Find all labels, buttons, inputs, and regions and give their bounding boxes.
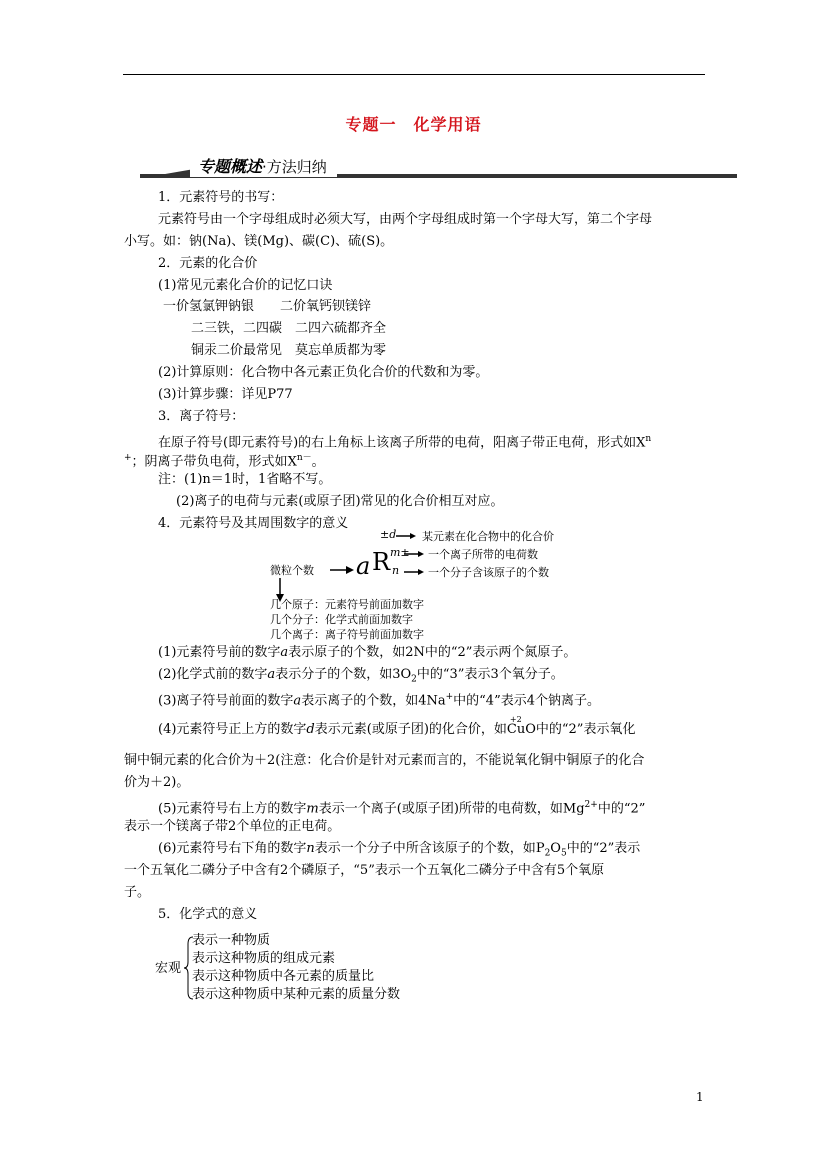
- s4-p6-b: 表示一个分子中所含该原子的个数，如: [314, 841, 536, 856]
- s4-p4-a: (4)元素符号正上方的数字: [158, 722, 307, 737]
- s4-p1-var: a: [280, 645, 289, 660]
- s5-item-0: 表示一种物质: [192, 933, 271, 948]
- s5-heading: 5．化学式的意义: [158, 907, 258, 922]
- s2-sub3: (3)计算步骤：详见P77: [158, 387, 293, 402]
- diagram-d-label: ±d: [380, 528, 397, 541]
- s4-p5-var: m: [306, 801, 319, 817]
- s4-p3-d: 中的“4”表示4个钠离子。: [453, 693, 600, 709]
- s3-line2-sym: X: [287, 454, 297, 470]
- s3-line1-text: 在原子符号(即元素符号)的右上角标上该离子所带的电荷，阳离子带正电荷，形式如: [158, 435, 637, 451]
- symbol-diagram: [262, 528, 592, 640]
- s4-p1-d: 中的“2”表示两个氮原子。: [424, 645, 577, 660]
- s4-p6-line2: 一个五氧化二磷分子中含有2个磷原子，“5”表示一个五氧化二磷分子中含有5个氧原: [124, 863, 605, 878]
- s4-p5-b: 表示一个离子(或原子团)所带的电荷数，如: [318, 801, 563, 817]
- s4-p1-b: 表示原子的个数，如: [288, 645, 406, 660]
- banner-sub: 方法归纳: [266, 158, 327, 176]
- s4-p2-c: 3O: [392, 667, 412, 682]
- s4-p1-a: (1)元素符号前的数字: [158, 645, 281, 660]
- s5-item-1: 表示这种物质的组成元素: [192, 951, 336, 966]
- s2-sub1: (1)常见元素化合价的记忆口诀: [158, 278, 333, 293]
- diagram-d-text: 某元素在化合物中的化合价: [422, 530, 554, 543]
- s4-p3-b: 表示离子的个数，如: [301, 693, 419, 709]
- s3-note1: 注：(1)n＝1时，1省略不写。: [158, 472, 332, 487]
- diagram-a: a: [356, 552, 371, 580]
- s3-heading: 3．离子符号：: [158, 409, 245, 424]
- s1-heading: 1．元素符号的书写：: [158, 190, 284, 205]
- s4-p6: [158, 840, 640, 863]
- s4-p6-sub1: 2: [544, 848, 551, 859]
- s4-p6-d: 中的“2”表示: [566, 841, 641, 856]
- diagram-R: R: [372, 548, 391, 576]
- s4-p4-line2: 铜中铜元素的化合价为＋2(注意：化合价是针对元素而言的，不能说氧化铜中铜原子的化合: [124, 753, 645, 768]
- diagram-row3: 几个离子：离子符号前面加数字: [270, 628, 424, 641]
- s2-rhyme2: 二三铁，二四碳 二四六硫都齐全: [191, 321, 387, 336]
- header-rule: [123, 74, 705, 75]
- s4-p4-line3: 价为＋2)。: [124, 775, 190, 790]
- s4-p1-c: 2N: [405, 645, 425, 660]
- s4-p6-a: (6)元素符号右下角的数字: [158, 841, 307, 856]
- s3-note2: (2)离子的电荷与元素(或原子团)常见的化合价相互对应。: [176, 494, 504, 509]
- s3-line2-sup: n－: [296, 453, 312, 463]
- s4-heading: 4．元素符号及其周围数字的意义: [158, 516, 349, 531]
- s4-p4-b: 表示元素(或原子团)的化合价，如: [314, 722, 507, 737]
- s4-p5-d: 中的“2”: [597, 801, 646, 817]
- banner-dot: ·: [262, 158, 267, 176]
- s3-line2-text: ；阴离子带负电荷，形式如: [131, 454, 288, 470]
- s4-p6-sub2: 5: [560, 848, 567, 859]
- diagram-row1: 几个原子：元素符号前面加数字: [270, 598, 424, 611]
- diagram-m-text: 一个离子所带的电荷数: [428, 548, 538, 561]
- s2-rhyme3: 铜汞二价最常见 莫忘单质都为零: [191, 343, 387, 358]
- banner-text: [190, 154, 337, 177]
- banner-main: 专题概述: [198, 157, 263, 176]
- s4-p3: [158, 688, 600, 710]
- s1-line2: 小写。如：钠(Na)、镁(Mg)、碳(C)、硫(S)。: [124, 234, 394, 249]
- diagram-n-label: n: [392, 564, 400, 577]
- diagram-m-label: m±: [390, 546, 410, 559]
- s5-macro-label: 宏观: [155, 961, 182, 976]
- s3-line1-sup: n: [645, 434, 652, 444]
- s4-p6-var: n: [306, 841, 315, 856]
- s4-p5: [158, 796, 645, 818]
- s4-p2-sub: 2: [411, 674, 417, 685]
- s4-p5-line2: 表示一个镁离子带2个单位的正电荷。: [124, 819, 341, 834]
- s4-p5-a: (5)元素符号右上方的数字: [158, 801, 307, 817]
- diagram-left-text: 微粒个数: [270, 564, 314, 577]
- s2-rhyme1: 一价氢氯钾钠银 二价氧钙钡镁锌: [163, 299, 372, 314]
- s4-p4-formula: [506, 715, 536, 739]
- s4-p3-c: 4Na: [418, 693, 446, 709]
- s4-p2-b: 表示分子的个数，如: [275, 667, 393, 682]
- s4-p4-top: +2: [509, 715, 522, 724]
- s2-sub2: (2)计算原则：化合物中各元素正负化合价的代数和为零。: [158, 365, 489, 380]
- s4-p4-d: 中的“2”表示氧化: [535, 722, 636, 737]
- s4-p3-a: (3)离子符号前面的数字: [158, 693, 294, 709]
- s4-p6-c2: O: [550, 841, 561, 856]
- s4-p4-var: d: [306, 722, 315, 737]
- s1-line1: 元素符号由一个字母组成时必须大写，由两个字母组成时第一个字母大写，第二个字母: [158, 212, 653, 227]
- s4-p3-sup: +: [445, 692, 454, 702]
- diagram-n-text: 一个分子含该原子的个数: [428, 566, 549, 579]
- s5-item-2: 表示这种物质中各元素的质量比: [192, 969, 375, 984]
- s4-p5-c: Mg: [562, 801, 585, 817]
- s2-heading: 2．元素的化合价: [158, 256, 258, 271]
- s5-item-3: 表示这种物质中某种元素的质量分数: [192, 987, 401, 1002]
- section-banner: [140, 152, 737, 178]
- s4-p3-var: a: [293, 693, 302, 709]
- s4-p5-sup: 2+: [584, 800, 598, 810]
- s4-p2-a: (2)化学式前的数字: [158, 667, 268, 682]
- s4-p6-line3: 子。: [124, 885, 151, 900]
- s4-p1: [158, 644, 576, 662]
- diagram-row2: 几个分子：化学式前面加数字: [270, 613, 413, 626]
- s3-line1-sym: X: [636, 435, 646, 451]
- s3-line2-end: 。: [311, 454, 325, 470]
- s4-p2-var: a: [267, 667, 276, 682]
- s4-p6-c: P: [535, 841, 545, 856]
- s4-p4: [158, 715, 636, 739]
- s3-line2-plus: +: [124, 453, 132, 463]
- s4-p2-d: 中的“3”表示3个氧分子。: [416, 667, 564, 682]
- page-number: 1: [696, 1090, 704, 1104]
- s4-p4-c: CuO: [506, 722, 536, 737]
- page-title: 专题一 化学用语: [345, 115, 482, 134]
- s3-line2: [124, 449, 325, 471]
- s4-p2: [158, 666, 564, 689]
